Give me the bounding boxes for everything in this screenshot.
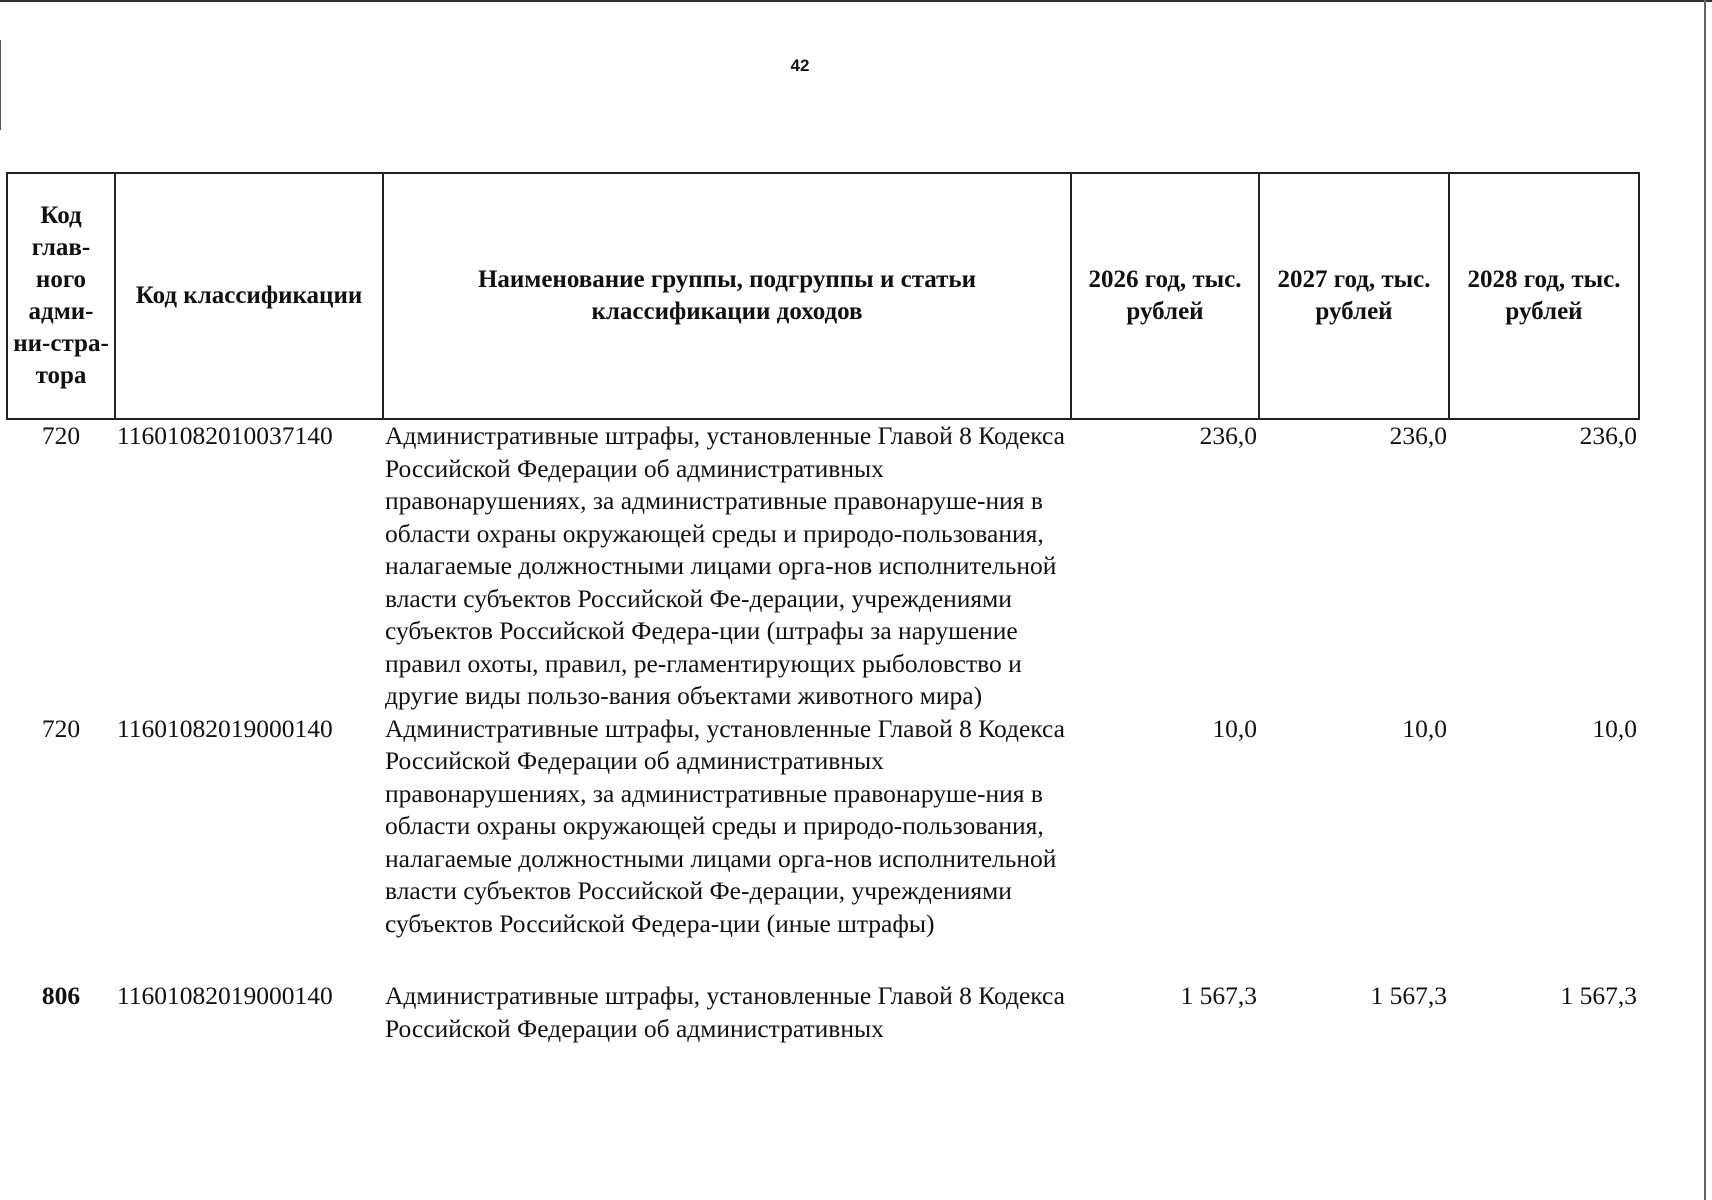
cell-2026: 236,0 [1199,421,1257,450]
cell-admin-code: 806 [41,981,81,1010]
cell-2027: 1 567,3 [1370,981,1447,1010]
header-2026: 2026 год, тыс. рублей [1071,173,1259,419]
cell-2028: 1 567,3 [1560,981,1637,1010]
cell-classification-code: 11601082010037140 [117,421,333,450]
page-number: 42 [790,56,810,75]
scan-edge-left [0,40,1,130]
table-header-row [7,173,1639,419]
cell-name: Административные штрафы, установленные Главой 8 Кодекса Российской Федерации об административных правонарушениях, за административные правонаруше-ния в области охраны окружающей среды и природо-пользования, налагаемые должностными лицами орга-нов исполнительной власти субъектов Российской Фе-дерации, учреждениями субъектов Российской Федера-ции (иные штрафы) [385,713,1065,938]
cell-classification-code: 11601082019000140 [117,713,333,743]
header-name: Наименование группы, подгруппы и статьи классификации доходов [383,173,1071,419]
header-admin-code: Код глав-ного адми-ни-стра-тора [7,173,115,419]
cell-name: Административные штрафы, установленные Главой 8 Кодекса Российской Федерации об административных правонарушениях, за административные правонаруше-ния в области охраны окружающей среды и природо-пользования, налагаемые должностными лицами орга-нов исполнительной власти субъектов Российской Фе-дерации, учреждениями субъектов Российской Федера-ции (штрафы за нарушение правил охоты, правил, ре-гламентирующих рыболовство и другие виды пользо-вания объектами животного мира) [385,421,1065,710]
cell-2028: 10,0 [1592,713,1637,743]
cell-2026: 1 567,3 [1180,981,1257,1010]
cell-admin-code: 720 [41,421,81,450]
cell-classification-code: 11601082019000140 [117,981,333,1010]
cell-2028: 236,0 [1579,421,1637,450]
cell-2027: 10,0 [1402,713,1447,743]
table-row [7,713,1639,981]
header-2028: 2028 год, тыс. рублей [1449,173,1639,419]
scan-edge-top [0,0,1712,2]
header-2027: 2027 год, тыс. рублей [1259,173,1449,419]
revenue-table [6,172,1640,1045]
header-classification-code: Код классификации [115,173,383,419]
cell-2027: 236,0 [1389,421,1447,450]
table-row [7,419,1639,713]
cell-name: Административные штрафы, установленные Главой 8 Кодекса Российской Федерации об административных [385,981,1065,1043]
scan-edge-right [1704,0,1706,1200]
table-row [7,980,1639,1045]
cell-2026: 10,0 [1212,713,1257,743]
cell-admin-code: 720 [41,713,81,743]
